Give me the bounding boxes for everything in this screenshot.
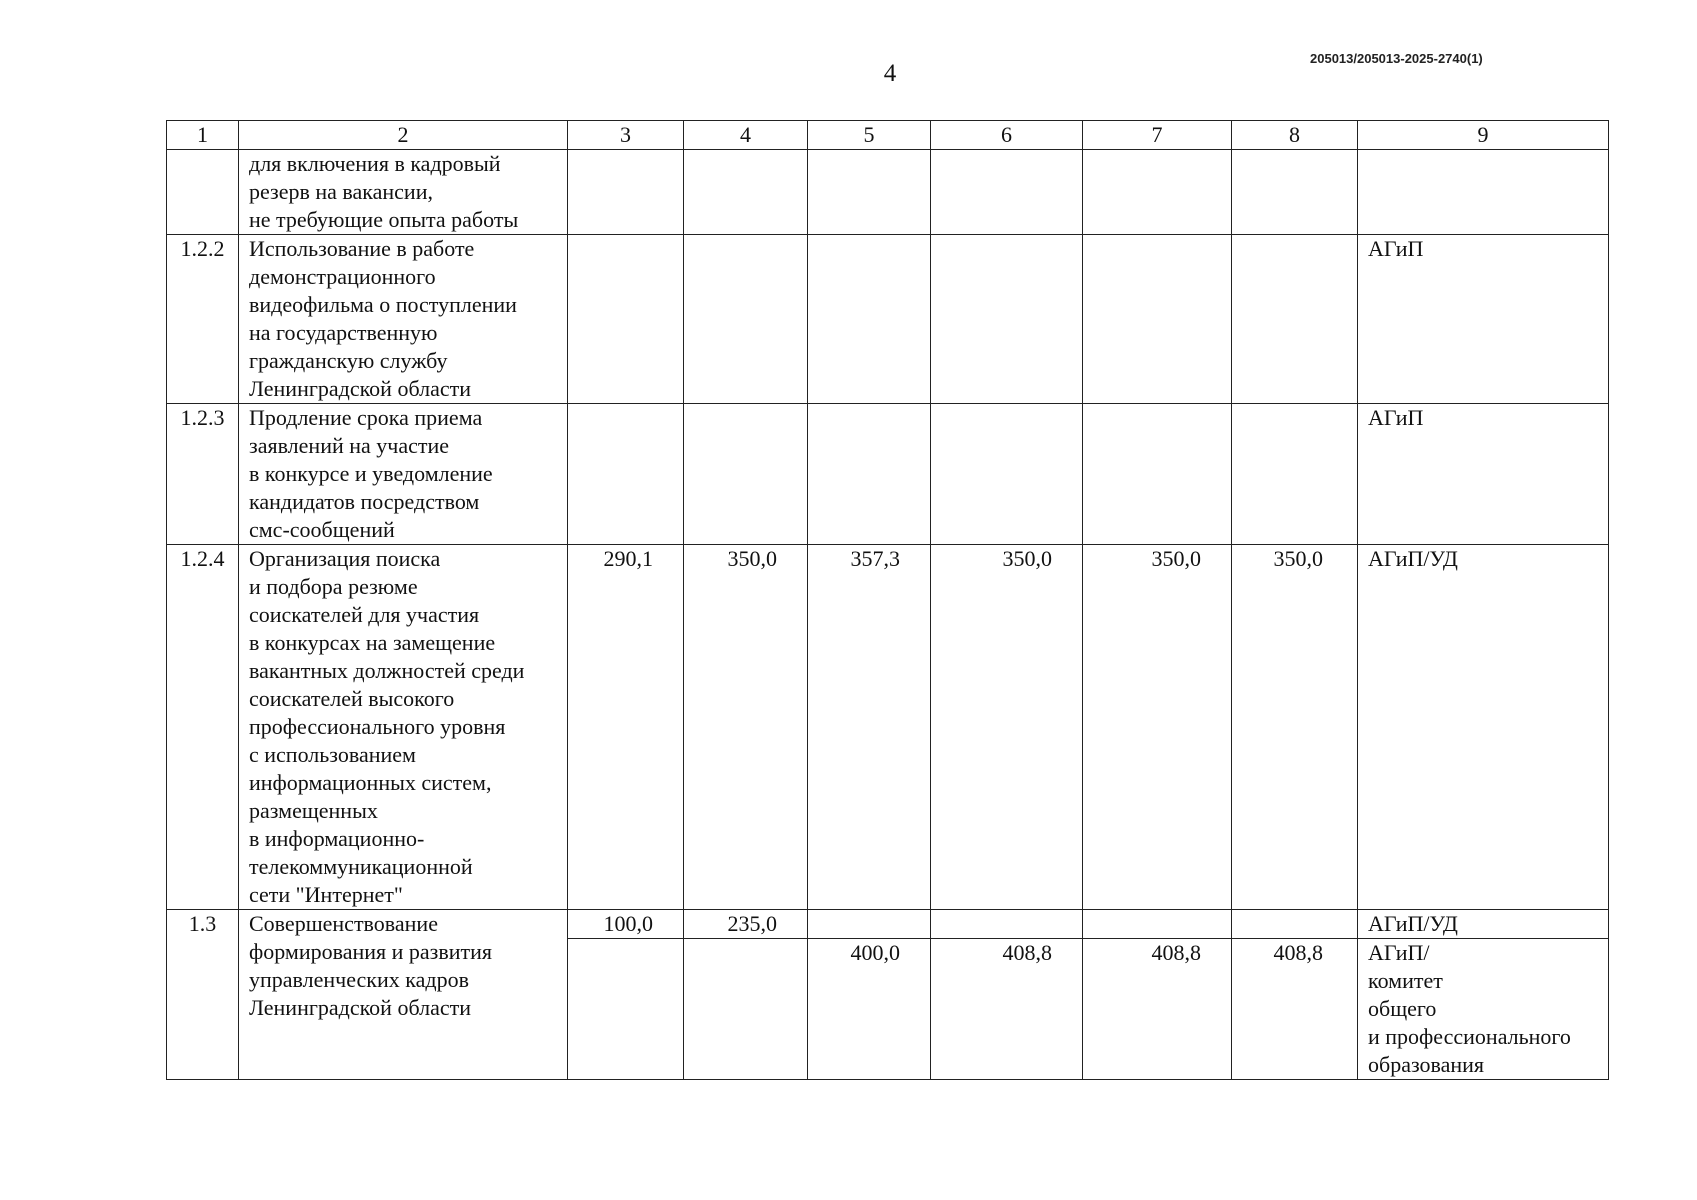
value-cell: 350,0 [684, 545, 808, 910]
item-number: 1.3 [167, 910, 239, 1080]
column-header: 1 [167, 121, 239, 150]
value-cell [568, 404, 684, 545]
column-header: 6 [931, 121, 1083, 150]
value-cell [568, 235, 684, 404]
value-cell [1083, 910, 1232, 939]
executor-cell: АГиП [1358, 235, 1609, 404]
value-cell [684, 404, 808, 545]
value-cell: 400,0 [808, 939, 931, 1080]
column-header: 7 [1083, 121, 1232, 150]
value-cell: 235,0 [684, 910, 808, 939]
value-cell [808, 910, 931, 939]
value-cell [931, 404, 1083, 545]
budget-table [166, 120, 1609, 1080]
value-cell: 350,0 [1232, 545, 1358, 910]
value-cell [931, 150, 1083, 235]
column-header: 5 [808, 121, 931, 150]
value-cell: 350,0 [1083, 545, 1232, 910]
value-cell [1083, 235, 1232, 404]
value-cell [684, 939, 808, 1080]
value-cell [1232, 404, 1358, 545]
executor-cell: АГиП [1358, 404, 1609, 545]
value-cell [931, 910, 1083, 939]
value-cell: 408,8 [1232, 939, 1358, 1080]
table-header-row [167, 121, 1609, 150]
item-number: 1.2.3 [167, 404, 239, 545]
value-cell [1083, 404, 1232, 545]
value-cell [1083, 150, 1232, 235]
column-header: 3 [568, 121, 684, 150]
value-cell [1232, 910, 1358, 939]
item-description: Использование в работе демонстрационного видеофильма о поступлении на государственную гражданскую службу Ленинградской области [239, 235, 568, 404]
column-header: 4 [684, 121, 808, 150]
page-number: 4 [883, 60, 897, 87]
value-cell: 357,3 [808, 545, 931, 910]
table-row [167, 404, 1609, 545]
table-row [167, 235, 1609, 404]
item-description: Организация поиска и подбора резюме соискателей для участия в конкурсах на замещение вакантных должностей среди соискателей высокого профессионального уровня с использованием информационных систем, размещенных в информационно- телекоммуникационной сети "Интернет" [239, 545, 568, 910]
item-number: 1.2.4 [167, 545, 239, 910]
column-header: 9 [1358, 121, 1609, 150]
value-cell [684, 235, 808, 404]
value-cell [808, 150, 931, 235]
column-header: 8 [1232, 121, 1358, 150]
value-cell [684, 150, 808, 235]
table-row [167, 545, 1609, 910]
value-cell: 290,1 [568, 545, 684, 910]
value-cell: 350,0 [931, 545, 1083, 910]
executor-cell: АГиП/УД [1358, 910, 1609, 939]
executor-cell: АГиП/ комитет общего и профессионального образования [1358, 939, 1609, 1080]
item-description: Совершенствование формирования и развития управленческих кадров Ленинградской области [239, 910, 568, 1080]
value-cell [931, 235, 1083, 404]
value-cell [568, 939, 684, 1080]
table-row [167, 910, 1609, 939]
value-cell [568, 150, 684, 235]
item-number [167, 150, 239, 235]
table-row [167, 150, 1609, 235]
executor-cell [1358, 150, 1609, 235]
column-header: 2 [239, 121, 568, 150]
value-cell [1232, 150, 1358, 235]
value-cell [808, 235, 931, 404]
document-id: 205013/205013-2025-2740(1) [1310, 51, 1483, 66]
value-cell: 408,8 [931, 939, 1083, 1080]
item-description: Продление срока приема заявлений на участие в конкурсе и уведомление кандидатов посредством смс-сообщений [239, 404, 568, 545]
value-cell [1232, 235, 1358, 404]
value-cell [808, 404, 931, 545]
value-cell: 100,0 [568, 910, 684, 939]
item-number: 1.2.2 [167, 235, 239, 404]
item-description: для включения в кадровый резерв на вакансии, не требующие опыта работы [239, 150, 568, 235]
value-cell: 408,8 [1083, 939, 1232, 1080]
executor-cell: АГиП/УД [1358, 545, 1609, 910]
